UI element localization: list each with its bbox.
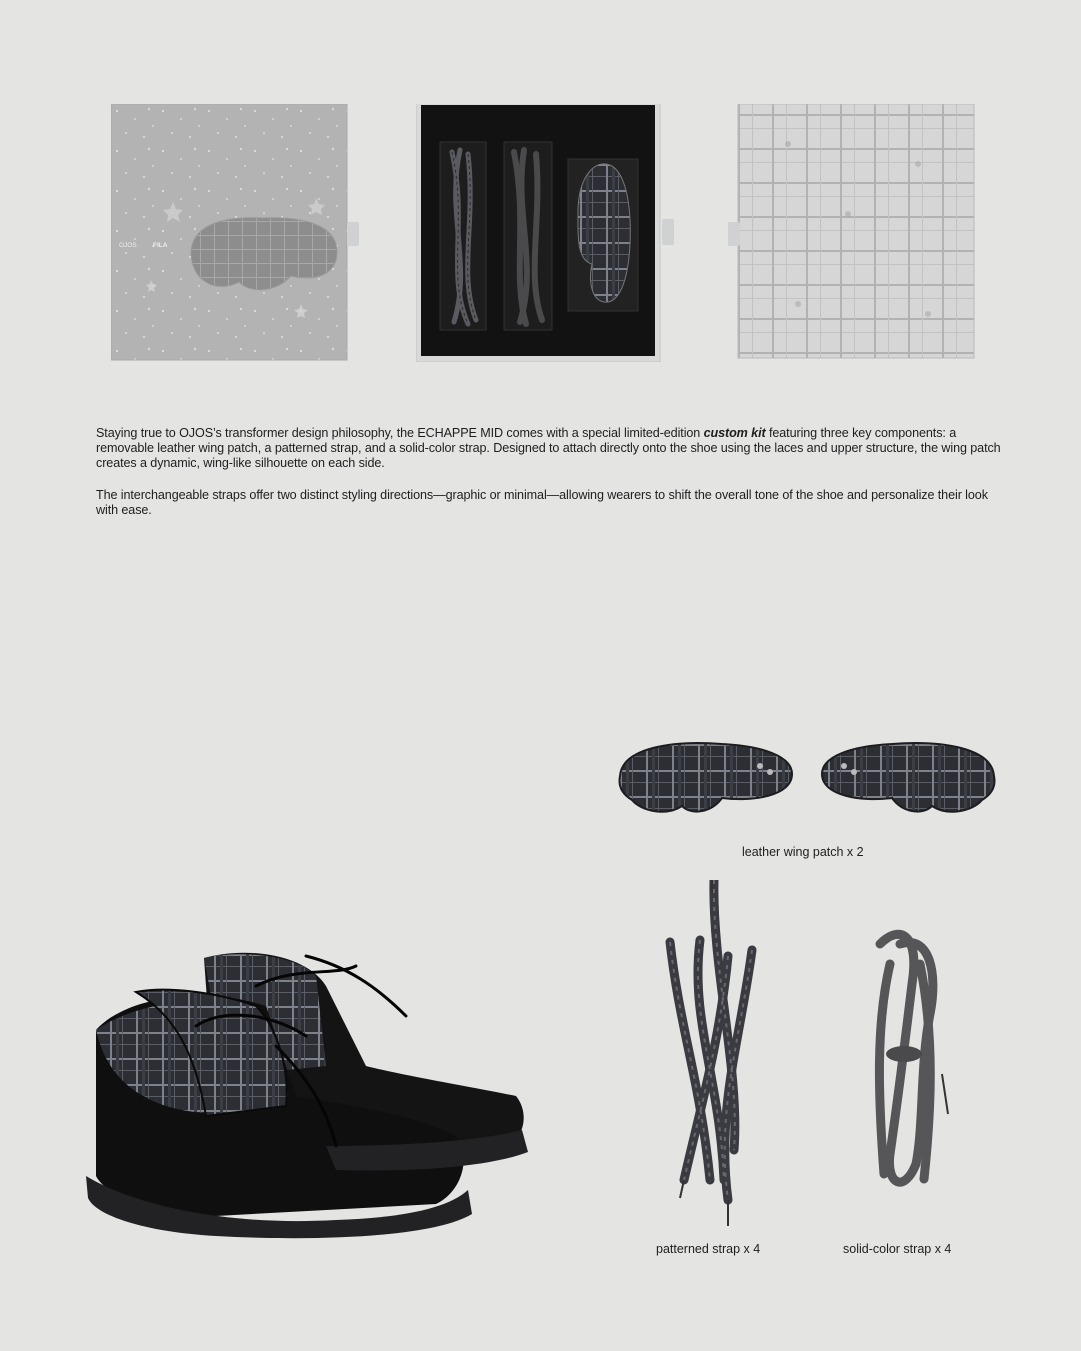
- shoe-pair-image: [76, 946, 532, 1242]
- description-paragraph-1: Staying true to OJOS’s transformer design philosophy, the ECHAPPE MID comes with a special limited-edition custom kit featuring three key components: a removable leather wing patch, a patterned strap, and a solid-color strap. Designed to attach directly onto the shoe using the laces and upper structure, the wing patch creates a dynamic, wing-like silhouette on each side.: [96, 426, 1001, 470]
- solid-strap-image: [860, 924, 960, 1214]
- description-paragraph-2: The interchangeable straps offer two distinct styling directions—graphic or minimal—allowing wearers to shift the overall tone of the shoe and personalize their look with ease.: [96, 488, 988, 517]
- wing-patch-image: [612, 736, 1002, 832]
- solid-strap-caption: solid-color strap x 4: [843, 1242, 952, 1256]
- kit-box-sleeve: [728, 104, 980, 362]
- kit-box-open: [416, 104, 678, 362]
- kit-box-closed: [111, 104, 349, 362]
- custom-kit-emphasis: custom kit: [703, 426, 766, 440]
- patterned-strap-image: [640, 880, 790, 1230]
- svg-text:FILA: FILA: [153, 242, 168, 249]
- patterned-strap-caption: patterned strap x 4: [656, 1242, 761, 1256]
- wing-patch-caption: leather wing patch x 2: [742, 845, 864, 859]
- svg-text:OJOS: OJOS: [119, 242, 137, 249]
- kit-description: [96, 426, 1001, 535]
